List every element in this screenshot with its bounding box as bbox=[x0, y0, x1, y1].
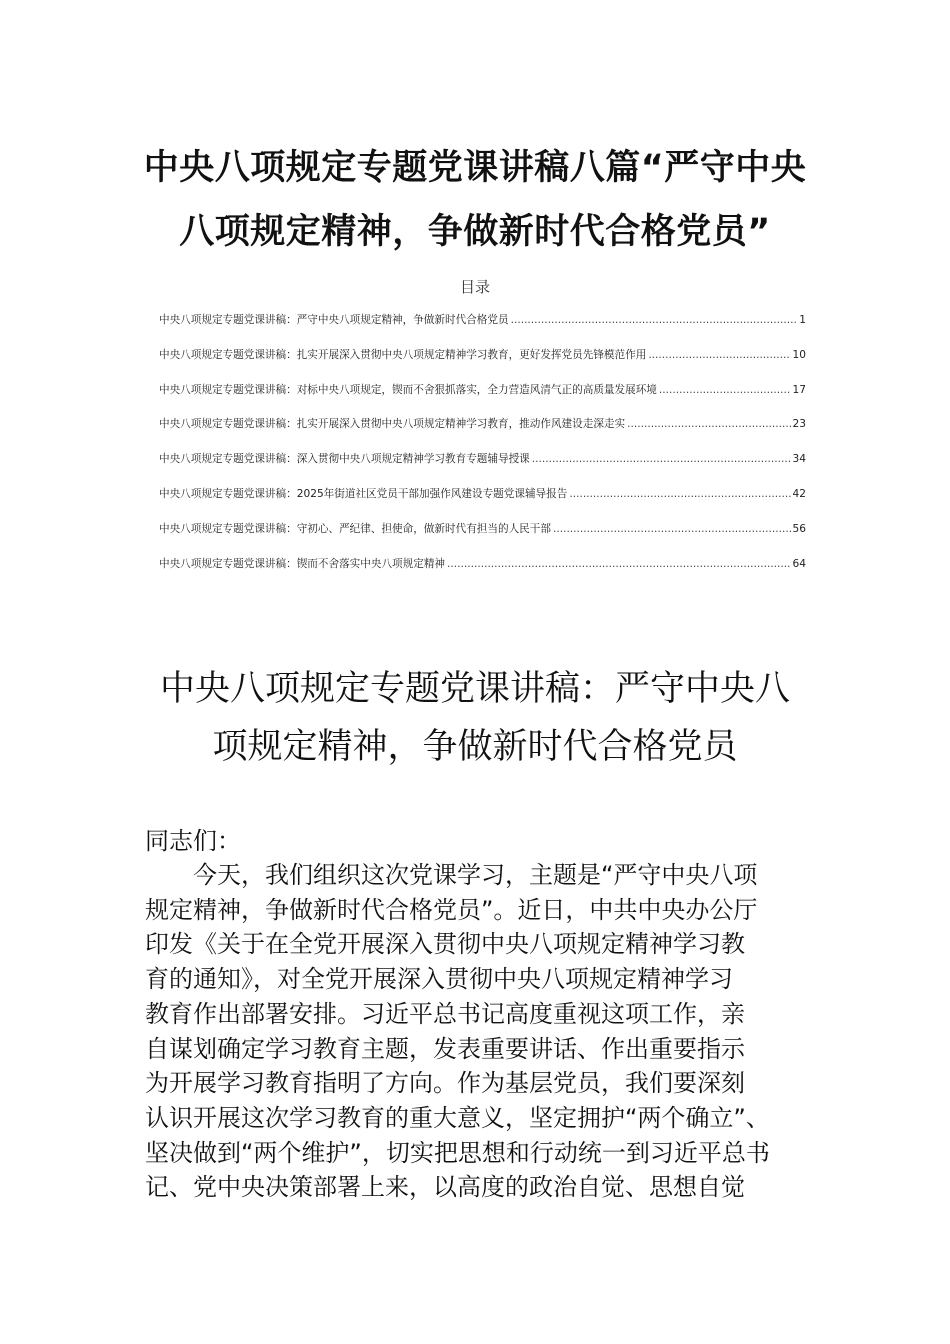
toc-entry-page: 42 bbox=[792, 487, 806, 500]
toc-entry[interactable] bbox=[159, 451, 806, 486]
toc-entry-page: 23 bbox=[792, 418, 806, 431]
toc-entry-text: 中央八项规定专题党课讲稿：守初心、严纪律、担使命，做新时代有担当的人民干部 bbox=[159, 522, 551, 535]
toc-entry-page: 1 bbox=[799, 314, 806, 326]
document-title-line: 八项规定精神，争做新时代合格党员” bbox=[179, 212, 771, 252]
toc-entry[interactable] bbox=[159, 416, 806, 451]
body-line: 认识开展这次学习教育的重大意义，坚定拥护“两个确立”、 bbox=[145, 1103, 770, 1132]
body-line: 印发《关于在全党开展深入贯彻中央八项规定精神学习教 bbox=[145, 930, 745, 959]
body-line: 自谋划确定学习教育主题，发表重要讲话、作出重要指示 bbox=[145, 1034, 745, 1063]
body-line: 育的通知》，对全党开展深入贯彻中央八项规定精神学习 bbox=[145, 965, 733, 994]
toc-leader-dots bbox=[447, 558, 790, 570]
toc-entry[interactable] bbox=[159, 486, 806, 521]
section-title bbox=[100, 660, 850, 776]
table-of-contents bbox=[159, 312, 806, 590]
toc-entry-page: 17 bbox=[792, 383, 806, 396]
toc-leader-dots bbox=[511, 314, 798, 326]
toc-entry-text: 中央八项规定专题党课讲稿：对标中央八项规定，锲而不舍狠抓落实，全力营造风清气正的高质量发展环境 bbox=[159, 383, 657, 396]
body-line: 今天，我们组织这次党课学习，主题是“严守中央八项 bbox=[193, 861, 758, 889]
toc-entry-page: 64 bbox=[792, 557, 806, 570]
toc-entry-text: 中央八项规定专题党课讲稿：深入贯彻中央八项规定精神学习教育专题辅导授课 bbox=[159, 453, 530, 466]
document-title bbox=[100, 136, 850, 264]
toc-entry-text: 中央八项规定专题党课讲稿：扎实开展深入贯彻中央八项规定精神学习教育，更好发挥党员先锋模范作用 bbox=[159, 348, 647, 361]
toc-heading: 目录 bbox=[459, 278, 490, 296]
toc-entry-page: 10 bbox=[792, 348, 806, 361]
section-title-line: 中央八项规定专题党课讲稿：严守中央八 bbox=[159, 669, 790, 709]
toc-entry[interactable] bbox=[159, 521, 806, 556]
toc-entry-page: 56 bbox=[792, 522, 806, 535]
section-title-line: 项规定精神，争做新时代合格党员 bbox=[212, 727, 738, 767]
toc-leader-dots bbox=[553, 523, 791, 535]
toc-entry[interactable] bbox=[159, 312, 806, 347]
toc-entry[interactable] bbox=[159, 556, 806, 591]
toc-entry-page: 34 bbox=[792, 453, 806, 466]
body-line: 坚决做到“两个维护”，切实把思想和行动统一到习近平总书 bbox=[145, 1138, 770, 1167]
toc-leader-dots bbox=[532, 453, 791, 465]
toc-leader-dots bbox=[648, 349, 790, 361]
toc-leader-dots bbox=[659, 384, 791, 396]
body-line: 记、党中央决策部署上来，以高度的政治自觉、思想自觉 bbox=[145, 1173, 745, 1202]
toc-entry-text: 中央八项规定专题党课讲稿：锲而不舍落实中央八项规定精神 bbox=[159, 557, 446, 570]
toc-entry[interactable] bbox=[159, 347, 806, 382]
body-line: 教育作出部署安排。习近平总书记高度重视这项工作，亲 bbox=[145, 999, 745, 1028]
body-paragraph bbox=[145, 858, 809, 1205]
toc-entry-text: 中央八项规定专题党课讲稿：2025年街道社区党员干部加强作风建设专题党课辅导报告 bbox=[159, 487, 568, 500]
toc-entry-text: 中央八项规定专题党课讲稿：严守中央八项规定精神，争做新时代合格党员 bbox=[159, 314, 509, 326]
document-title-line: 中央八项规定专题党课讲稿八篇“严守中央 bbox=[143, 148, 807, 188]
toc-entry[interactable] bbox=[159, 382, 806, 417]
salutation: 同志们： bbox=[145, 827, 241, 855]
toc-entry-text: 中央八项规定专题党课讲稿：扎实开展深入贯彻中央八项规定精神学习教育，推动作风建设走深走实 bbox=[159, 418, 626, 431]
body-line: 规定精神，争做新时代合格党员”。近日，中共中央办公厅 bbox=[145, 895, 758, 924]
toc-leader-dots bbox=[627, 418, 790, 430]
body-line: 为开展学习教育指明了方向。作为基层党员，我们要深刻 bbox=[145, 1069, 745, 1098]
toc-leader-dots bbox=[569, 488, 790, 500]
